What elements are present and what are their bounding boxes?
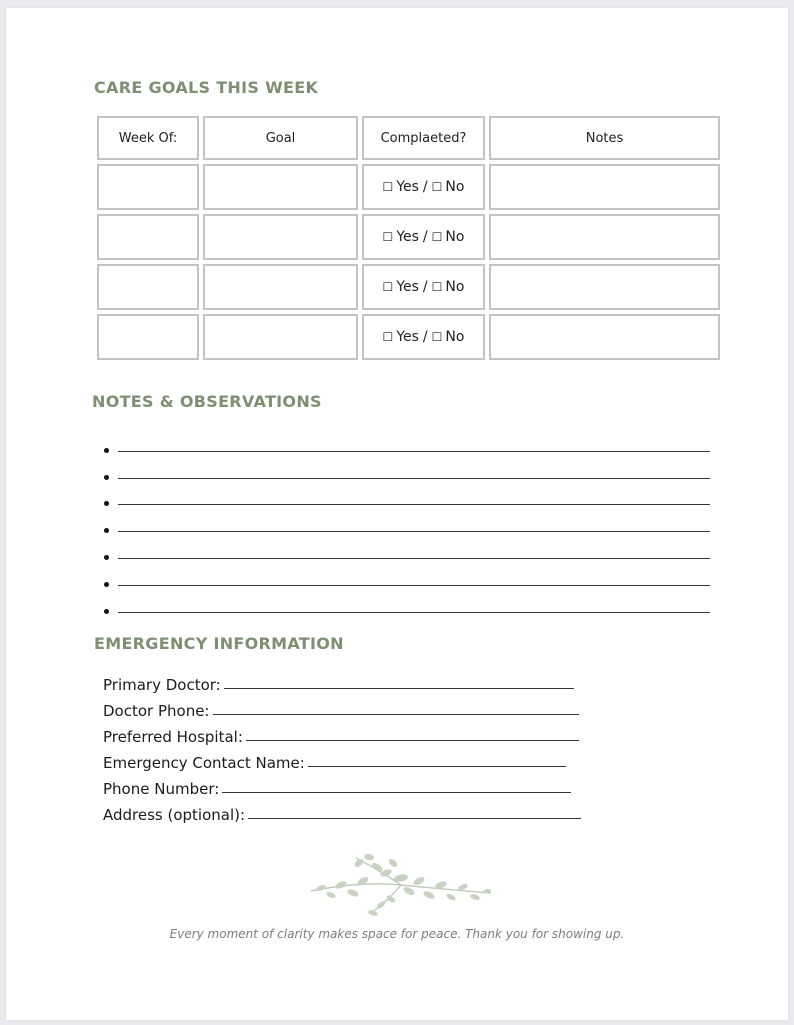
notes-cell[interactable] bbox=[489, 214, 720, 260]
list-item[interactable] bbox=[104, 539, 710, 566]
foliage-sprig-icon bbox=[301, 843, 501, 923]
emergency-field-row bbox=[103, 772, 581, 798]
bullet-icon bbox=[104, 501, 109, 506]
table-row bbox=[97, 264, 720, 310]
notes-bullet-list bbox=[104, 432, 710, 620]
list-item[interactable] bbox=[104, 566, 710, 593]
emergency-field-label: Phone Number: bbox=[103, 780, 220, 798]
yes-checkbox-icon[interactable]: ☐ bbox=[382, 230, 394, 244]
bullet-icon bbox=[104, 528, 109, 533]
goal-cell[interactable] bbox=[203, 214, 358, 260]
footer-quote: Every moment of clarity makes space for peace. Thank you for showing up. bbox=[169, 927, 625, 941]
list-item[interactable] bbox=[104, 486, 710, 513]
bullet-icon bbox=[104, 475, 109, 480]
write-in-line[interactable] bbox=[118, 557, 710, 559]
header-goal: Goal bbox=[203, 116, 358, 160]
no-checkbox-icon[interactable]: ☐ bbox=[431, 230, 443, 244]
yes-label: Yes bbox=[396, 279, 419, 295]
emergency-field-label: Primary Doctor: bbox=[103, 676, 221, 694]
emergency-field-label: Doctor Phone: bbox=[103, 702, 210, 720]
completed-cell bbox=[362, 264, 485, 310]
emergency-field-label: Address (optional): bbox=[103, 806, 246, 824]
emergency-field-line[interactable] bbox=[224, 687, 574, 689]
emergency-field-label: Emergency Contact Name: bbox=[103, 754, 305, 772]
week-of-cell[interactable] bbox=[97, 214, 199, 260]
write-in-line[interactable] bbox=[118, 584, 710, 586]
yes-checkbox-icon[interactable]: ☐ bbox=[382, 330, 394, 344]
week-of-cell[interactable] bbox=[97, 164, 199, 210]
write-in-line[interactable] bbox=[118, 450, 710, 452]
separator-slash: / bbox=[422, 279, 428, 295]
completed-cell bbox=[362, 214, 485, 260]
table-row bbox=[97, 164, 720, 210]
completed-cell bbox=[362, 314, 485, 360]
notes-cell[interactable] bbox=[489, 264, 720, 310]
no-checkbox-icon[interactable]: ☐ bbox=[431, 180, 443, 194]
goal-cell[interactable] bbox=[203, 164, 358, 210]
emergency-field-row bbox=[103, 694, 581, 720]
no-label: No bbox=[445, 229, 465, 245]
header-notes: Notes bbox=[489, 116, 720, 160]
emergency-field-line[interactable] bbox=[213, 713, 579, 715]
separator-slash: / bbox=[422, 329, 428, 345]
notes-title: NOTES & OBSERVATIONS bbox=[92, 392, 322, 411]
emergency-field-label: Preferred Hospital: bbox=[103, 728, 243, 746]
emergency-field-line[interactable] bbox=[246, 739, 579, 741]
bullet-icon bbox=[104, 609, 109, 614]
bullet-icon bbox=[104, 582, 109, 587]
no-checkbox-icon[interactable]: ☐ bbox=[431, 280, 443, 294]
week-of-cell[interactable] bbox=[97, 314, 199, 360]
yes-checkbox-icon[interactable]: ☐ bbox=[382, 180, 394, 194]
care-goals-table bbox=[93, 112, 724, 364]
no-label: No bbox=[445, 279, 465, 295]
yes-label: Yes bbox=[396, 329, 419, 345]
list-item[interactable] bbox=[104, 512, 710, 539]
header-week-of: Week Of: bbox=[97, 116, 199, 160]
table-header-row bbox=[97, 116, 720, 160]
table-row bbox=[97, 314, 720, 360]
bullet-icon bbox=[104, 448, 109, 453]
yes-checkbox-icon[interactable]: ☐ bbox=[382, 280, 394, 294]
week-of-cell[interactable] bbox=[97, 264, 199, 310]
emergency-fields bbox=[103, 668, 581, 824]
emergency-field-line[interactable] bbox=[222, 791, 571, 793]
emergency-field-row bbox=[103, 798, 581, 824]
emergency-title: EMERGENCY INFORMATION bbox=[94, 634, 344, 653]
write-in-line[interactable] bbox=[118, 477, 710, 479]
list-item[interactable] bbox=[104, 432, 710, 459]
emergency-field-line[interactable] bbox=[308, 765, 566, 767]
table-row bbox=[97, 214, 720, 260]
completed-cell bbox=[362, 164, 485, 210]
list-item[interactable] bbox=[104, 593, 710, 620]
notes-cell[interactable] bbox=[489, 164, 720, 210]
list-item[interactable] bbox=[104, 459, 710, 486]
document-page bbox=[6, 8, 788, 1020]
emergency-field-row bbox=[103, 746, 581, 772]
no-label: No bbox=[445, 329, 465, 345]
header-completed: Complaeted? bbox=[362, 116, 485, 160]
emergency-field-row bbox=[103, 668, 581, 694]
write-in-line[interactable] bbox=[118, 611, 710, 613]
separator-slash: / bbox=[422, 179, 428, 195]
yes-label: Yes bbox=[396, 179, 419, 195]
separator-slash: / bbox=[422, 229, 428, 245]
no-label: No bbox=[445, 179, 465, 195]
yes-label: Yes bbox=[396, 229, 419, 245]
write-in-line[interactable] bbox=[118, 503, 710, 505]
care-goals-title: CARE GOALS THIS WEEK bbox=[94, 78, 319, 97]
notes-cell[interactable] bbox=[489, 314, 720, 360]
emergency-field-row bbox=[103, 720, 581, 746]
goal-cell[interactable] bbox=[203, 264, 358, 310]
goal-cell[interactable] bbox=[203, 314, 358, 360]
bullet-icon bbox=[104, 555, 109, 560]
emergency-field-line[interactable] bbox=[248, 817, 581, 819]
no-checkbox-icon[interactable]: ☐ bbox=[431, 330, 443, 344]
write-in-line[interactable] bbox=[118, 530, 710, 532]
